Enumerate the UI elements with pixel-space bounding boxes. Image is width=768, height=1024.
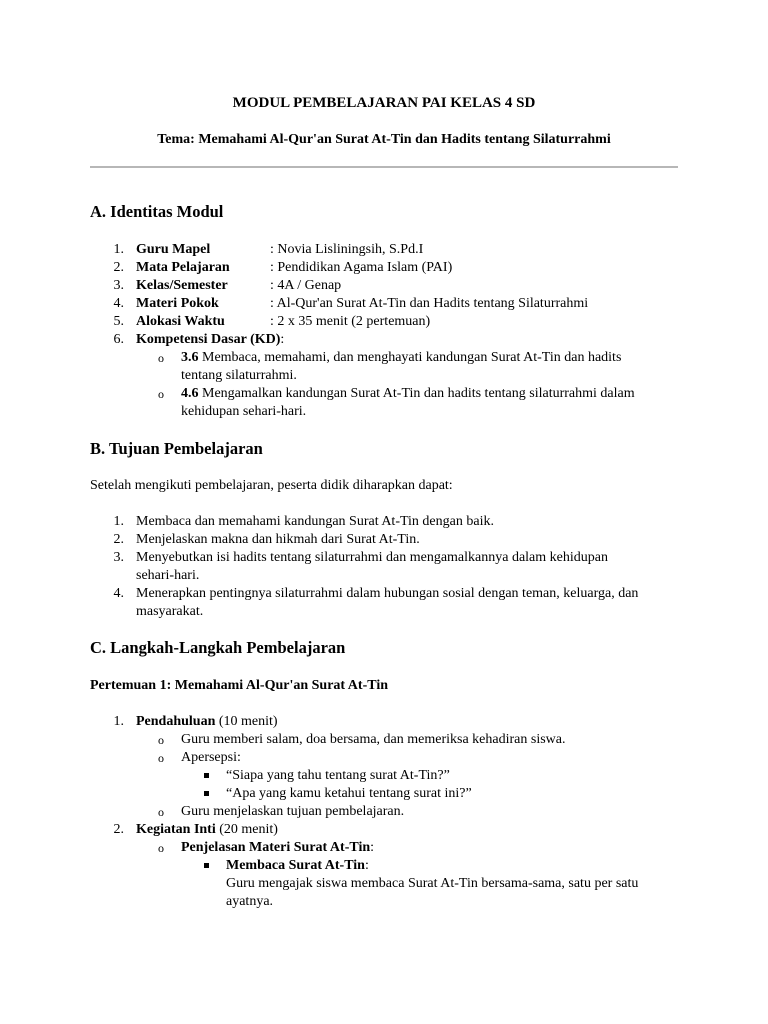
identity-label: Mata Pelajaran — [136, 260, 230, 275]
identity-label: Materi Pokok — [136, 296, 219, 311]
apersepsi-question: “Siapa yang tahu tentang surat At-Tin?” — [226, 768, 450, 783]
kd-label: Kompetensi Dasar (KD) — [136, 332, 281, 347]
kd-code: 4.6 — [181, 386, 199, 401]
list-number: 2. — [113, 822, 124, 837]
meeting-1-heading: Pertemuan 1: Memahami Al-Qur'an Surat At-Tin — [90, 678, 389, 693]
identity-label: Guru Mapel — [136, 242, 211, 257]
list-number: 1. — [113, 242, 124, 257]
step-2-duration: (20 menit) — [215, 822, 278, 837]
kd-code: 3.6 — [181, 350, 199, 365]
identity-value: : 2 x 35 menit (2 pertemuan) — [270, 314, 431, 329]
list-number: 4. — [113, 296, 124, 311]
kd-text-cont: kehidupan sehari-hari. — [181, 404, 307, 419]
circle-bullet: o — [158, 841, 164, 855]
identity-label: Kelas/Semester — [136, 278, 228, 293]
step-2-item-desc-cont: ayatnya. — [226, 894, 274, 909]
circle-bullet: o — [158, 751, 164, 765]
horizontal-rule — [90, 166, 678, 168]
step-2-item-label: Membaca Surat At-Tin — [226, 858, 365, 873]
square-bullet — [204, 773, 209, 778]
identity-value: : Pendidikan Agama Islam (PAI) — [270, 260, 453, 275]
objective-text-cont: sehari-hari. — [136, 568, 200, 583]
list-number: 5. — [113, 314, 124, 329]
section-c-heading: C. Langkah-Langkah Pembelajaran — [90, 638, 346, 657]
step-2-sub-colon: : — [370, 840, 375, 855]
step-2-item-desc: Guru mengajak siswa membaca Surat At-Tin bersama-sama, satu per satu — [226, 876, 639, 891]
kd-text: Mengamalkan kandungan Surat At-Tin dan hadits tentang silaturrahmi dalam — [198, 386, 635, 401]
list-number: 6. — [113, 332, 124, 347]
document-title: MODUL PEMBELAJARAN PAI KELAS 4 SD — [232, 95, 536, 111]
list-number: 3. — [113, 550, 124, 565]
section-b-intro: Setelah mengikuti pembelajaran, peserta didik diharapkan dapat: — [90, 478, 453, 493]
list-number: 4. — [113, 586, 124, 601]
step-2-item-heading — [226, 857, 369, 875]
list-number: 2. — [113, 260, 124, 275]
step-1-item: Guru memberi salam, doa bersama, dan memeriksa kehadiran siswa. — [181, 732, 566, 747]
step-1-heading — [136, 713, 278, 731]
identity-label: Alokasi Waktu — [136, 314, 225, 329]
step-2-sub-label: Penjelasan Materi Surat At-Tin — [181, 840, 371, 855]
identity-value: : 4A / Genap — [270, 278, 342, 293]
list-number: 2. — [113, 532, 124, 547]
identity-value: : Novia Lisliningsih, S.Pd.I — [270, 242, 424, 257]
step-2-heading — [136, 821, 278, 839]
step-1-item: Guru menjelaskan tujuan pembelajaran. — [181, 804, 405, 819]
list-number: 1. — [113, 514, 124, 529]
circle-bullet: o — [158, 805, 164, 819]
list-number: 3. — [113, 278, 124, 293]
square-bullet — [204, 791, 209, 796]
section-a-heading: A. Identitas Modul — [90, 202, 224, 221]
step-2-subheading — [181, 839, 374, 857]
step-1-item: Apersepsi: — [181, 750, 241, 765]
step-2-label: Kegiatan Inti — [136, 822, 216, 837]
kd-text: Membaca, memahami, dan menghayati kandungan Surat At-Tin dan hadits — [198, 350, 622, 365]
kd-text-cont: tentang silaturrahmi. — [181, 368, 297, 383]
circle-bullet: o — [158, 387, 164, 401]
kd-item-line — [181, 349, 621, 367]
list-number: 1. — [113, 714, 124, 729]
objective-text: Menyebutkan isi hadits tentang silaturrahmi dan mengamalkannya dalam kehidupan — [136, 550, 608, 565]
kd-colon: : — [280, 332, 285, 347]
kd-item-line — [181, 385, 635, 403]
objective-text: Membaca dan memahami kandungan Surat At-Tin dengan baik. — [136, 514, 494, 529]
kd-heading — [136, 331, 284, 349]
apersepsi-question: “Apa yang kamu ketahui tentang surat ini?” — [226, 786, 472, 801]
identity-value: : Al-Qur'an Surat At-Tin dan Hadits tentang Silaturrahmi — [270, 296, 589, 311]
document-subtitle: Tema: Memahami Al-Qur'an Surat At-Tin dan Hadits tentang Silaturrahmi — [157, 132, 611, 147]
objective-text-cont: masyarakat. — [136, 604, 204, 619]
objective-text: Menerapkan pentingnya silaturrahmi dalam hubungan sosial dengan teman, keluarga, dan — [136, 586, 639, 601]
step-1-label: Pendahuluan — [136, 714, 216, 729]
circle-bullet: o — [158, 351, 164, 365]
step-2-item-colon: : — [364, 858, 369, 873]
section-b-heading: B. Tujuan Pembelajaran — [90, 439, 263, 458]
objective-text: Menjelaskan makna dan hikmah dari Surat At-Tin. — [136, 532, 420, 547]
circle-bullet: o — [158, 733, 164, 747]
step-1-duration: (10 menit) — [215, 714, 278, 729]
square-bullet — [204, 863, 209, 868]
